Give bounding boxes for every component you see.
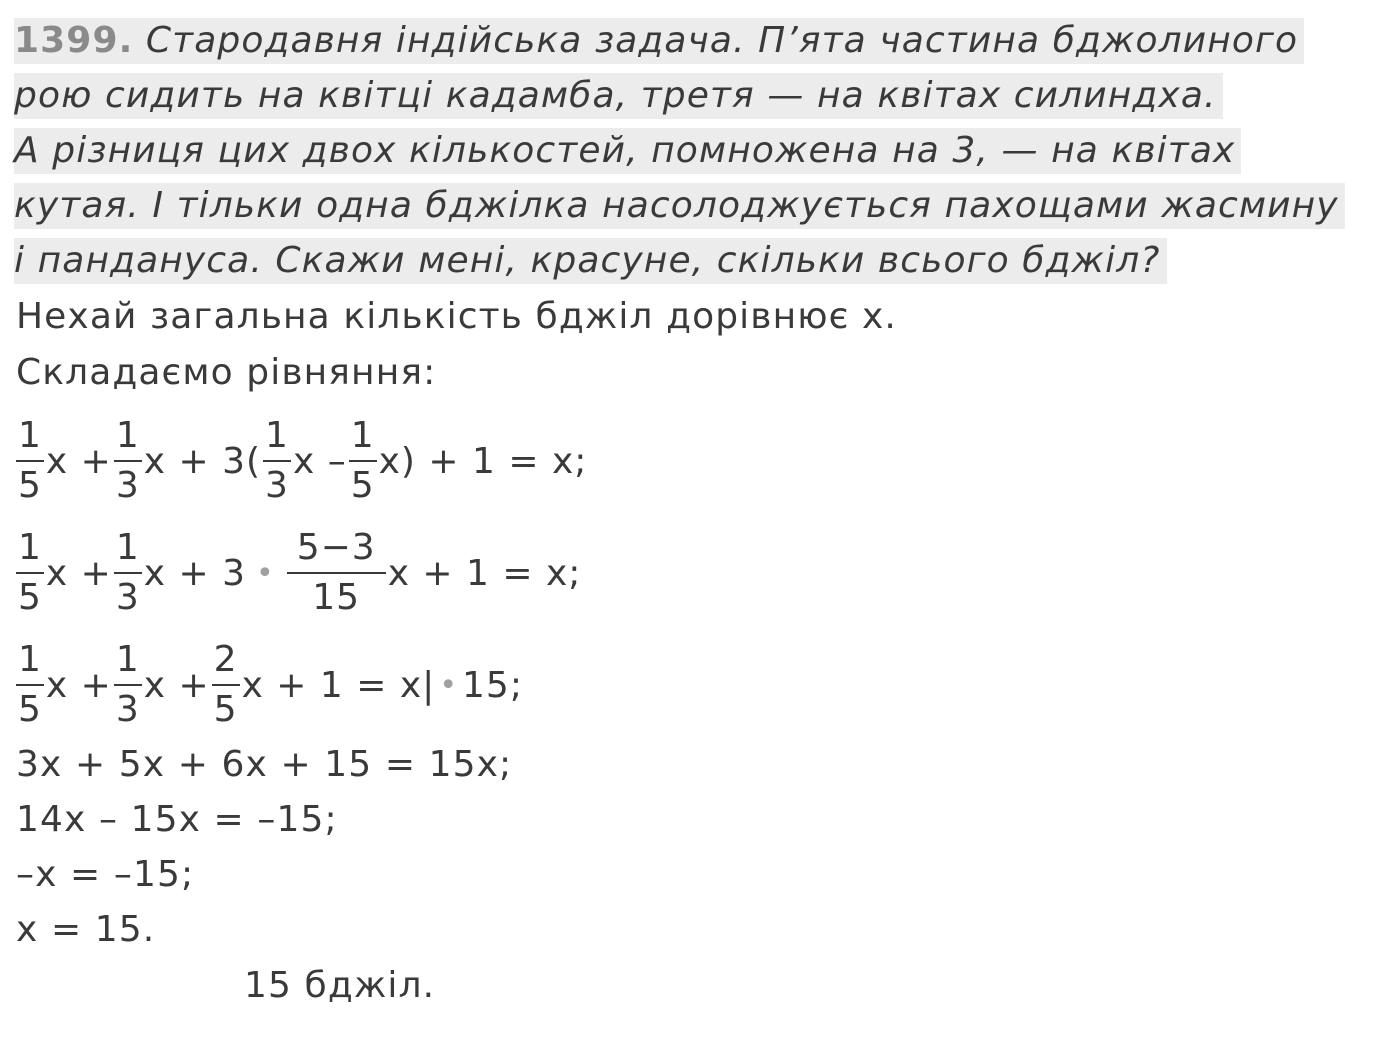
problem-line-3	[14, 128, 1241, 174]
fraction	[349, 415, 377, 506]
fraction	[16, 527, 44, 618]
fraction-denominator: 3	[115, 689, 140, 730]
equation-1	[14, 406, 587, 516]
fraction	[114, 639, 142, 730]
equation-3	[14, 630, 523, 740]
problem-line-5	[14, 238, 1167, 284]
equation-term: x +	[45, 552, 112, 594]
equation-term: x) + 1 = x;	[378, 440, 588, 482]
problem-line-1	[14, 18, 1304, 64]
solution-step: 14x – 15x = –15;	[16, 799, 338, 840]
multiplication-dot: •	[439, 667, 459, 703]
fraction-denominator: 5	[18, 577, 42, 618]
equation-term: x + 1 = x|	[241, 664, 436, 706]
solution-step: –x = –15;	[16, 854, 195, 895]
problem-text: А різниця цих двох кількостей, помножена на 3, — на квітах	[14, 130, 1236, 171]
fraction-denominator: 5	[18, 689, 42, 730]
fraction-denominator: 15	[312, 577, 361, 618]
fraction-denominator: 5	[213, 689, 238, 730]
fraction-denominator: 5	[18, 465, 42, 506]
fraction-numerator: 5−3	[287, 530, 386, 574]
equation-term: x + 3	[143, 552, 246, 594]
fraction	[114, 415, 142, 506]
multiplication-dot: •	[256, 555, 275, 591]
equation-term: x +	[45, 664, 112, 706]
fraction-denominator: 3	[115, 465, 140, 506]
fraction-numerator: 1	[16, 642, 44, 686]
equation-term: x +	[45, 440, 112, 482]
equation-term: x + 1 = x;	[387, 552, 582, 594]
fraction-numerator: 2	[212, 642, 240, 686]
problem-number: 1399.	[14, 20, 134, 61]
equation-2	[14, 518, 581, 628]
solution-setup: Складаємо рівняння:	[16, 352, 437, 393]
fraction-numerator: 1	[114, 642, 142, 686]
solution-step: x = 15.	[16, 909, 156, 950]
problem-text: Стародавня індійська задача. П’ята частина бджолиного	[145, 20, 1299, 61]
fraction-numerator: 1	[263, 418, 291, 462]
equation-term: x +	[143, 664, 210, 706]
fraction-denominator: 3	[265, 465, 289, 506]
equation-term: x –	[292, 440, 347, 482]
solution-step: 3x + 5x + 6x + 15 = 15x;	[16, 744, 513, 785]
fraction-numerator: 1	[16, 418, 44, 462]
problem-text: рою сидить на квітці кадамба, третя — на квітах силиндха.	[14, 75, 1217, 116]
solution-intro: Нехай загальна кількість бджіл дорівнює x.	[16, 296, 897, 337]
fraction	[114, 527, 142, 618]
equation-term: x + 3(	[143, 440, 262, 482]
fraction-denominator: 5	[350, 465, 375, 506]
problem-line-2	[14, 73, 1223, 119]
answer: 15 бджіл.	[244, 965, 436, 1006]
fraction-numerator: 1	[349, 418, 377, 462]
fraction-numerator: 1	[114, 418, 142, 462]
fraction	[212, 639, 240, 730]
equation-term: 15;	[462, 664, 523, 706]
problem-text: кутая. І тільки одна бджілка насолоджується пахощами жасмину	[14, 185, 1339, 226]
fraction	[263, 415, 291, 506]
problem-line-4	[14, 183, 1345, 229]
fraction-numerator: 1	[114, 530, 142, 574]
fraction	[16, 415, 44, 506]
fraction-denominator: 3	[115, 577, 140, 618]
fraction	[16, 639, 44, 730]
problem-text: і пандануса. Скажи мені, красуне, скільки всього бджіл?	[14, 240, 1161, 281]
fraction-numerator: 1	[16, 530, 44, 574]
fraction	[287, 527, 386, 618]
